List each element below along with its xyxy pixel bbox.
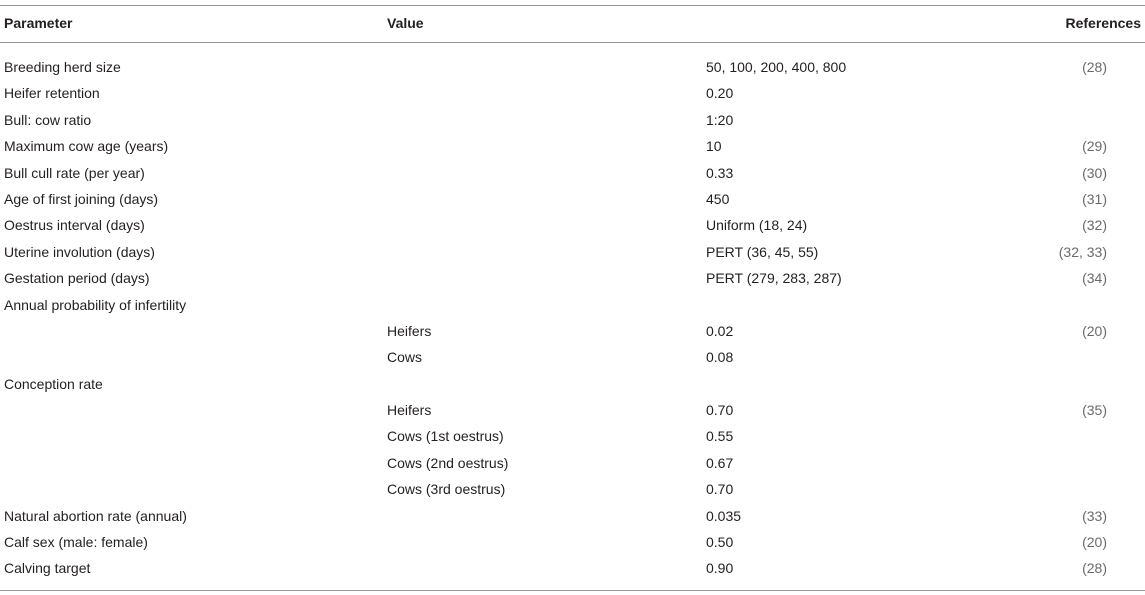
row-reference[interactable]: (32) xyxy=(1082,217,1107,234)
table-row xyxy=(0,398,1145,424)
row-reference[interactable]: (20) xyxy=(1082,534,1107,551)
row-parameter: Maximum cow age (years) xyxy=(4,138,169,155)
table-row xyxy=(0,213,1145,239)
row-value: 0.035 xyxy=(706,507,742,524)
row-reference[interactable]: (32, 33) xyxy=(1058,243,1107,260)
row-value: 0.50 xyxy=(706,534,734,551)
row-reference[interactable]: (34) xyxy=(1082,270,1107,287)
table-row xyxy=(0,477,1145,503)
row-parameter: Bull: cow ratio xyxy=(4,111,92,128)
table-header-rule xyxy=(0,42,1145,43)
row-parameter: Calving target xyxy=(4,560,91,577)
row-value: 0.02 xyxy=(706,322,734,339)
row-value: 0.08 xyxy=(706,349,734,366)
row-value: 0.55 xyxy=(706,428,734,445)
row-reference[interactable]: (28) xyxy=(1082,59,1107,75)
row-reference[interactable]: (35) xyxy=(1082,402,1107,419)
row-value: Uniform (18, 24) xyxy=(706,217,808,234)
table-row xyxy=(0,240,1145,266)
header-value: Value xyxy=(387,15,424,31)
row-value: 10 xyxy=(706,138,722,155)
header-references: References xyxy=(1065,15,1141,31)
row-parameter: Conception rate xyxy=(4,375,103,392)
table-row xyxy=(0,451,1145,477)
row-subcategory: Cows (3rd oestrus) xyxy=(387,481,506,498)
table-row xyxy=(0,504,1145,530)
table-row xyxy=(0,319,1145,345)
row-value: 0.67 xyxy=(706,454,734,471)
table-row xyxy=(0,55,1145,81)
table-row xyxy=(0,187,1145,213)
table-row xyxy=(0,293,1145,319)
table-row xyxy=(0,372,1145,398)
row-subcategory: Cows xyxy=(387,349,423,366)
row-reference[interactable]: (29) xyxy=(1082,138,1107,155)
row-reference[interactable]: (30) xyxy=(1082,164,1107,181)
row-value: PERT (279, 283, 287) xyxy=(706,270,842,287)
table-row xyxy=(0,556,1145,582)
row-parameter: Calf sex (male: female) xyxy=(4,534,148,551)
row-reference[interactable]: (31) xyxy=(1082,190,1107,207)
row-value: 0.33 xyxy=(706,164,734,181)
row-value: 0.70 xyxy=(706,402,734,419)
row-value: 0.90 xyxy=(706,560,734,577)
table-row xyxy=(0,108,1145,134)
row-value: 450 xyxy=(706,190,730,207)
row-value: 0.70 xyxy=(706,481,734,498)
row-parameter: Natural abortion rate (annual) xyxy=(4,507,187,524)
row-parameter: Annual probability of infertility xyxy=(4,296,187,313)
table-header xyxy=(0,5,1145,42)
table-row xyxy=(0,266,1145,292)
row-subcategory: Heifers xyxy=(387,322,432,339)
row-reference[interactable]: (28) xyxy=(1082,560,1107,577)
table-row xyxy=(0,345,1145,371)
row-reference[interactable]: (20) xyxy=(1082,322,1107,339)
table-row xyxy=(0,81,1145,107)
row-value: PERT (36, 45, 55) xyxy=(706,243,819,260)
table-row xyxy=(0,161,1145,187)
row-parameter: Age of first joining (days) xyxy=(4,190,159,207)
table-bottom-rule xyxy=(0,590,1145,591)
row-parameter: Gestation period (days) xyxy=(4,270,150,287)
row-value: 1:20 xyxy=(706,111,734,128)
table-row xyxy=(0,134,1145,160)
row-value: 50, 100, 200, 400, 800 xyxy=(706,59,847,75)
row-parameter: Uterine involution (days) xyxy=(4,243,155,260)
header-parameter: Parameter xyxy=(4,15,73,31)
row-reference[interactable]: (33) xyxy=(1082,507,1107,524)
table-body xyxy=(0,55,1145,583)
row-parameter: Oestrus interval (days) xyxy=(4,217,145,234)
row-value: 0.20 xyxy=(706,85,734,102)
row-subcategory: Cows (2nd oestrus) xyxy=(387,454,509,471)
row-parameter: Heifer retention xyxy=(4,85,100,102)
table-row xyxy=(0,424,1145,450)
row-subcategory: Cows (1st oestrus) xyxy=(387,428,504,445)
table-row xyxy=(0,530,1145,556)
row-parameter: Breeding herd size xyxy=(4,59,121,75)
row-subcategory: Heifers xyxy=(387,402,432,419)
row-parameter: Bull cull rate (per year) xyxy=(4,164,145,181)
